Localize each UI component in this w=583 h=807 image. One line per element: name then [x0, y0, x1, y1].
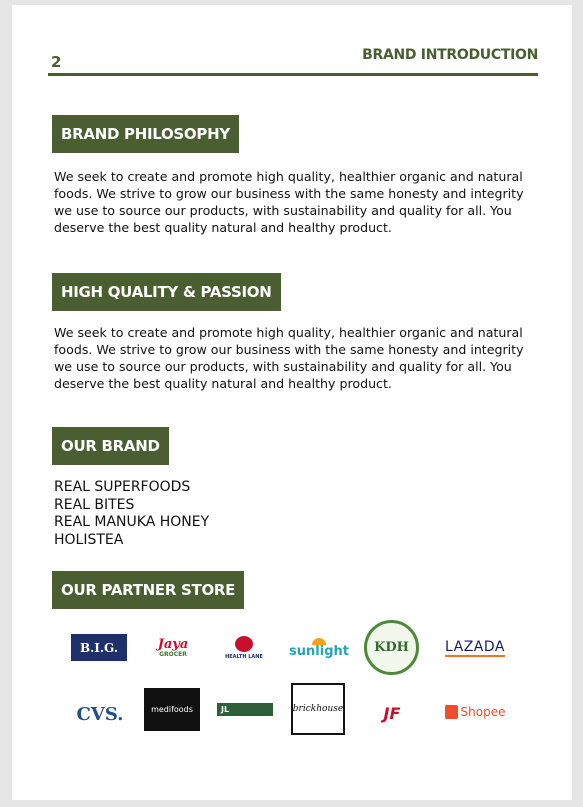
section-heading-our-brand: OUR BRAND — [52, 427, 169, 465]
kdh-logo — [364, 620, 419, 675]
brickhouse-logo-text: brickhouse — [292, 704, 344, 714]
brand-item: REAL BITES — [54, 496, 135, 513]
jaya-grocer-logo — [145, 635, 201, 662]
brickhouse-logo — [291, 683, 345, 735]
section-heading-quality: HIGH QUALITY & PASSION — [52, 273, 281, 311]
sunlight-logo — [289, 633, 349, 663]
lazada-logo-text: LAZADA — [445, 639, 505, 655]
jaya-logo-text: Jaya — [157, 637, 189, 652]
big-logo — [71, 634, 127, 661]
medifoods-logo — [144, 688, 200, 731]
shopee-logo — [444, 700, 506, 724]
medifoods-logo-text: medifoods — [151, 705, 193, 714]
shopee-bag-icon — [445, 705, 458, 719]
brand-list — [54, 479, 209, 549]
health-lane-mark-icon — [235, 636, 253, 652]
header-title: BRAND INTRODUCTION — [362, 47, 538, 63]
page-number: 2 — [51, 53, 62, 71]
page-header — [48, 45, 538, 76]
sunlight-logo-text: sunlight — [289, 643, 349, 659]
jaya-logo-subtext: GROCER — [159, 651, 187, 658]
brand-philosophy-text: We seek to create and promote high quality, healthier organic and natural foods. We strive to grow our business with the same honesty and integrity we use to source our products, with sustainability and quality for all. You deserve the best quality natural and healthy product. — [54, 169, 524, 235]
brand-item: HOLISTEA — [54, 531, 124, 548]
lazada-logo — [442, 635, 508, 661]
big-logo-text: B.I.G. — [79, 640, 119, 655]
health-lane-logo-text: HEALTH LANE — [225, 654, 263, 660]
brand-item: REAL SUPERFOODS — [54, 479, 191, 495]
shopee-logo-text: Shopee — [460, 705, 506, 719]
page — [12, 5, 572, 800]
health-lane-logo — [220, 632, 268, 664]
jf-logo-text: JF — [383, 703, 401, 723]
jf-logo — [364, 699, 420, 727]
quality-text: We seek to create and promote high quality, healthier organic and natural foods. We strive to grow our business with the same honesty and integrity we use to source our products, with sustainability and quality for all. You deserve the best quality natural and healthy product. — [54, 325, 524, 391]
cvs-logo — [71, 699, 129, 729]
kdh-logo-text: KDH — [374, 640, 409, 655]
section-heading-brand-philosophy: BRAND PHILOSOPHY — [52, 115, 239, 153]
brand-item: REAL MANUKA HONEY — [54, 514, 210, 530]
jl-logo — [217, 703, 273, 716]
cvs-logo-text: CVS. — [76, 703, 124, 725]
section-heading-partner-store: OUR PARTNER STORE — [52, 571, 244, 609]
jl-logo-text: JL — [221, 705, 230, 714]
